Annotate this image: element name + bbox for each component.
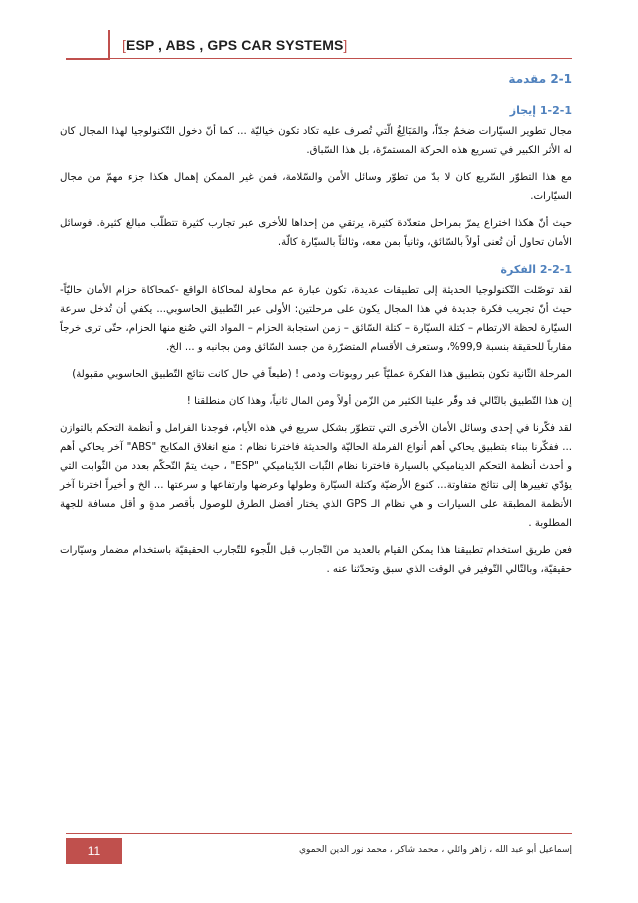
- header-close-bracket: ]: [343, 37, 348, 53]
- section-heading: 2-1 مقدمة: [508, 72, 572, 86]
- footer-authors: إسماعيل أبو عبد الله ، زاهر وائلي ، محمد شاكر ، محمد نور الدين الحموي: [299, 845, 572, 855]
- page-number: 11: [66, 838, 122, 864]
- header-corner-rule: [66, 30, 110, 60]
- idea-paragraph-4: لقد فكّرنا في إحدى وسائل الأمان الأخرى التي تتطوّر بشكل سريع في هذه الأيام، فوجدنا الفرامل و أنظمة التحكم بالتوازن ... ففكّرنا ببناء بتطبيق يحاكي أهم أنواع الفرملة الحاليّة والحديثة فاخترنا نظام : منع انغلاق المكابح "ABS" آخر يحاكي أهم و أحدث أنظمة التحكم الديناميكي بالسيارة فاخترنا نظام الثّبات الدّيناميكي "ESP" ، حيث يتمّ التّحكّم بعدد من الثّوابت التي يؤدّي تغييرها إلى نتائج متفاوتة... كنوع الأرضيّة وكتلة السيّارة وطولها وعرضها وارتفاعها و سرعتها ... الخ و أخيراً اخترنا آخر الأنظمة المطبقة على السيارات و هي نظام الـ GPS الذي يختار أفضل الطرق للوصول بأقصر مدةٍ و أقل مسافة للجهة المطلوبة .: [60, 423, 572, 529]
- idea-paragraph-5: فعن طريق استخدام تطبيقنا هذا يمكن القيام بالعديد من التّجارب قبل اللّجوء للتّجارب الحقيقيّة باستخدام مضمار وسيّارات حقيقيّة، وبالتّالي التّوفير في الوقت الذي سبق وتحدّثنا عنه .: [60, 545, 572, 575]
- header-divider: [66, 58, 572, 59]
- document-body: [60, 66, 572, 587]
- summary-paragraph-2: مع هذا التطوّر السّريع كان لا بدّ من تطوّر وسائل الأمن والسّلامة، فمن غير الممكن إهمال هكذا جزء مهمّ من مجال السيّارات.: [60, 172, 572, 202]
- header-open-bracket: [: [122, 37, 126, 53]
- summary-paragraph-3: حيث أنّ هكذا اختراع يمرّ بمراحل متعدّدة كثيرة، يرتقي من إحداها للأخرى عبر تجارب كثيرة تتطلّب مبالغ كثيرة. فوسائل الأمان تحاول أن تُعنى أولاً بالسّائق، وثانياً بمن معه، وثالثاً بالسيّارة كالّة.: [60, 218, 572, 248]
- header-title-text: ESP , ABS , GPS CAR SYSTEMS: [126, 37, 344, 53]
- summary-paragraph-1: مجال تطوير السيّارات ضخمٌ جدّاً، والمَبَالِغُ الّتي تُصرف عليه تكاد تكون خياليّة ... كما أنّ دخول التّكنولوجيا لهذا المجال كان له الأثر الكبير في تسريع هذه الحركة المستمرّة، بل هذا السّباق.: [60, 126, 572, 156]
- header-title: [122, 37, 347, 53]
- footer-divider: [66, 833, 572, 834]
- idea-paragraph-3: إن هذا التّطبيق بالتّالي قد وفّر علينا الكثير من الزّمن أولاً ومن المال ثانياً، وهذا كان منطلقنا !: [186, 396, 572, 407]
- idea-heading: 2-2-1 الفكرة: [500, 263, 572, 276]
- idea-paragraph-2: المرحلة الثّانية تكون بتطبيق هذا الفكرة عمليّاً عبر روبوتات ودمى ! (طبعاً في حال كانت نتائج التّطبيق الحاسوبي مقبولة): [72, 369, 572, 380]
- idea-paragraph-1: لقد توصّلت التّكنولوجيا الحديثة إلى تطبيقات عديدة، تكون عبارة عم محاولة لمحاكاة الواقع -كمحاكاة حزام الأمان حاليّاً- حيث أنّ تجريب فكرة جديدة في هذا المجال يكون على مرحلتين: الأولى عبر التّطبيق الحاسوبي... يكفي أن تُدخل سرعة السيّارة لحظة الارتطام – كتلة السيّارة – كتلة السّائق – زمن استجابة الحزام – المواد التي صُنع منها الحزام، حتّى ترى خرجاً مقارباً للحقيقة بنسبة 99,9%، وستعرف الأقسام المتضرّرة من جسد السّائق ومن بجانبه و ... الخ.: [60, 285, 572, 353]
- summary-heading: 1-2-1 إيجاز: [509, 104, 572, 117]
